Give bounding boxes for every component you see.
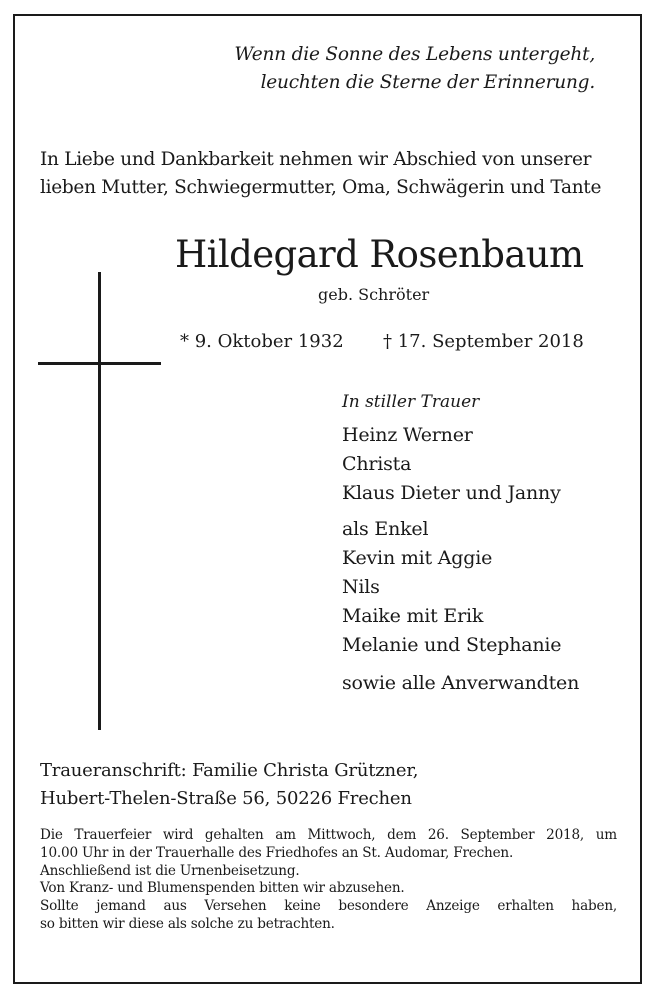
mourner-name: Klaus Dieter und Janny — [342, 482, 561, 504]
death-date: † 17. September 2018 — [383, 331, 584, 352]
notice-line-5: Sollte jemand aus Versehen keine besondere Anzeige erhalten haben, — [40, 898, 617, 915]
notice-line-6: so bitten wir diese als solche zu betrachten. — [40, 915, 335, 932]
address-line-1: Traueranschrift: Familie Christa Grützner, — [40, 760, 419, 781]
birth-name: geb. Schröter — [318, 285, 430, 304]
mourner-name: Melanie und Stephanie — [342, 634, 562, 656]
mourner-name: Kevin mit Aggie — [342, 547, 493, 569]
mourners-title: In stiller Trauer — [342, 392, 480, 412]
notice-line-3: Anschließend ist die Urnenbeisetzung. — [40, 862, 300, 879]
notice-line-4: Von Kranz- und Blumenspenden bitten wir abzusehen. — [40, 880, 405, 897]
cross-icon-bar — [38, 362, 161, 365]
birth-date: * 9. Oktober 1932 — [180, 331, 344, 352]
mourner-name: Heinz Werner — [342, 424, 473, 446]
mourner-name: sowie alle Anverwandten — [342, 672, 580, 694]
notice-line-2: 10.00 Uhr in der Trauerhalle des Friedhofes an St. Audomar, Frechen. — [40, 844, 514, 861]
mourner-name: als Enkel — [342, 518, 429, 540]
deceased-name: Hildegard Rosenbaum — [175, 233, 584, 276]
quote-line-1: Wenn die Sonne des Lebens untergeht, — [234, 44, 595, 65]
intro-line-1: In Liebe und Dankbarkeit nehmen wir Abschied von unserer — [40, 149, 592, 170]
quote-line-2: leuchten die Sterne der Erinnerung. — [260, 72, 595, 93]
mourner-name: Christa — [342, 453, 412, 475]
address-line-2: Hubert-Thelen-Straße 56, 50226 Frechen — [40, 788, 412, 809]
notice-line-1: Die Trauerfeier wird gehalten am Mittwoch, dem 26. September 2018, um — [40, 827, 617, 843]
mourner-name: Nils — [342, 576, 380, 598]
mourner-name: Maike mit Erik — [342, 605, 484, 627]
intro-line-2: lieben Mutter, Schwiegermutter, Oma, Schwägerin und Tante — [40, 177, 602, 198]
cross-icon — [98, 272, 101, 730]
ceremony-notice — [40, 827, 617, 934]
